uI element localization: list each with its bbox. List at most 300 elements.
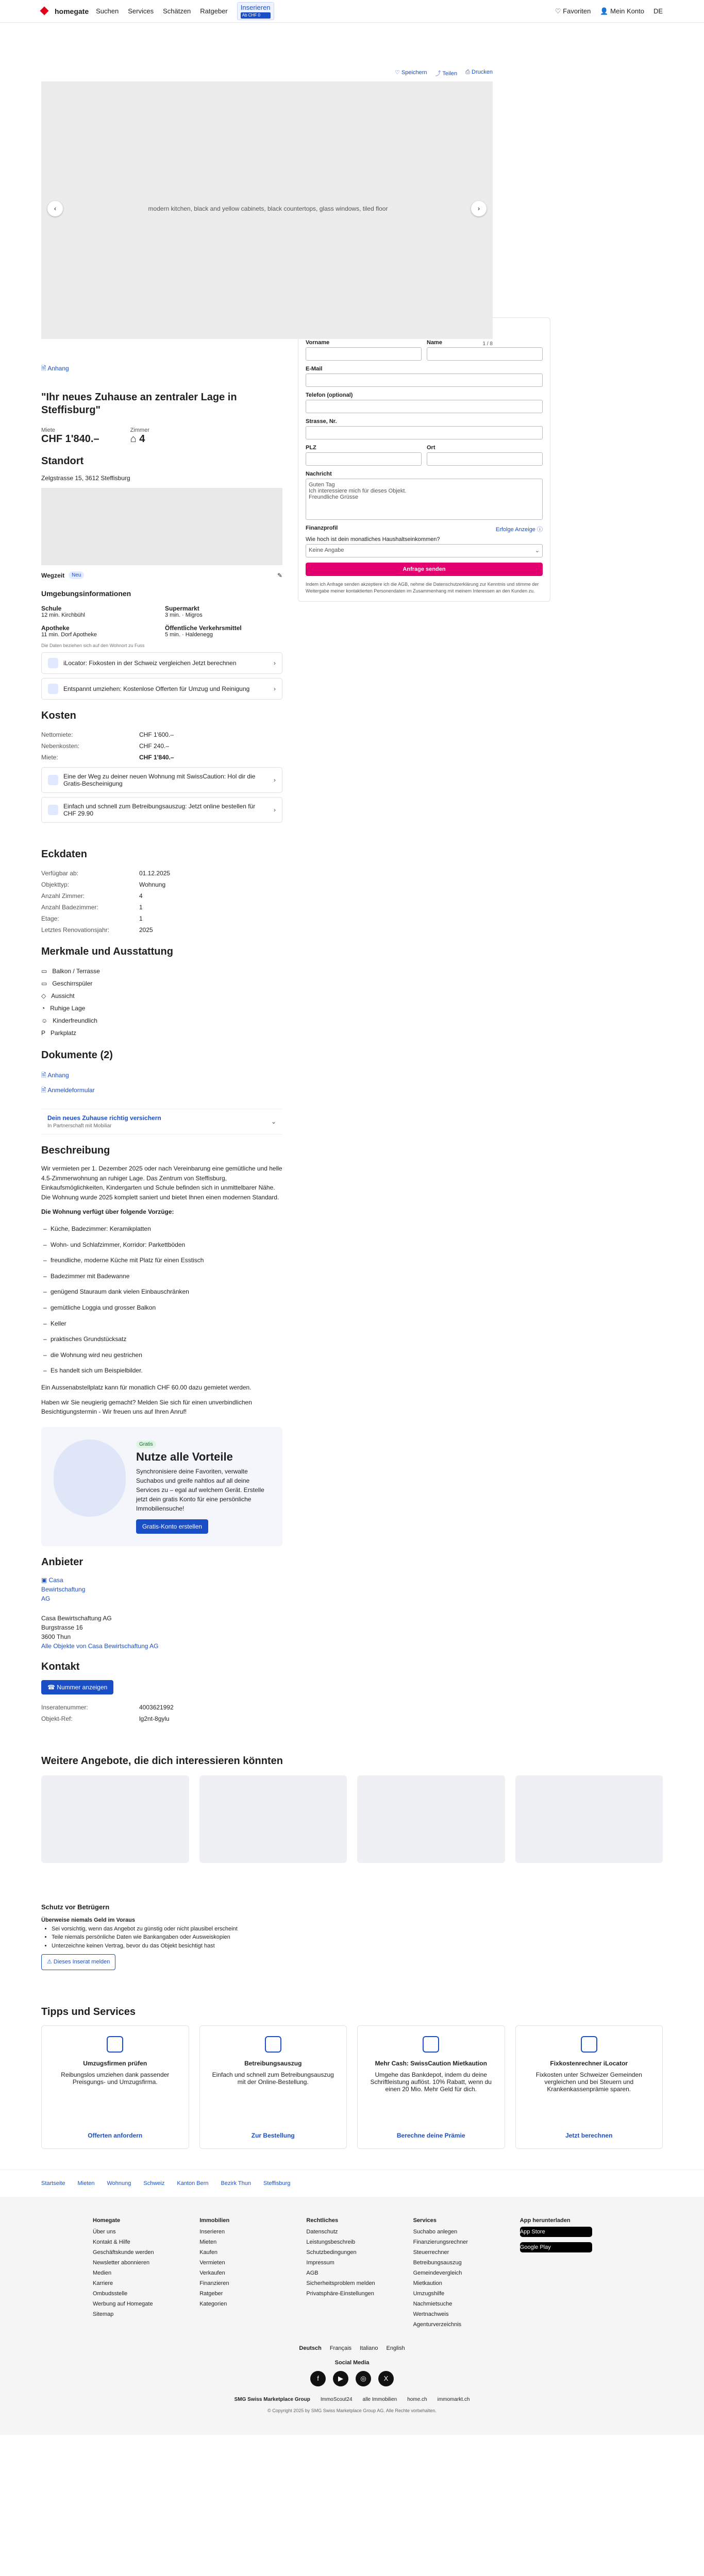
fact-row <box>41 913 282 924</box>
fact-key: Letztes Renovationsjahr: <box>41 926 110 934</box>
footer-link[interactable]: AGB <box>306 2269 319 2276</box>
prev-arrow-icon[interactable]: ‹ <box>47 201 63 216</box>
rent-label: Miete <box>41 427 55 433</box>
footer-link[interactable]: Kategorien <box>199 2300 227 2307</box>
map[interactable] <box>41 488 282 565</box>
feature-label: Ruhige Lage <box>50 1005 86 1012</box>
footer-link[interactable]: Inserieren <box>199 2228 225 2235</box>
fact-key: Anzahl Zimmer: <box>41 892 85 900</box>
footer-link[interactable]: Umzugshilfe <box>413 2290 445 2297</box>
footer-link[interactable]: Kontakt & Hilfe <box>93 2239 130 2245</box>
address: Zelgstrasse 15, 3612 Steffisburg <box>41 474 130 482</box>
street-field[interactable] <box>306 426 543 439</box>
offer-card-skeleton[interactable] <box>199 1775 347 1863</box>
nav-suchen[interactable]: Suchen <box>96 7 119 15</box>
attachment-label: Anhang <box>47 365 69 372</box>
dishwasher-icon: ▭ <box>41 980 47 987</box>
feature-item <box>41 1014 282 1027</box>
breadcrumb-item[interactable]: Startseite <box>41 2180 65 2187</box>
save-label: Speichern <box>401 70 427 76</box>
fraud-item: • Teile niemals persönliche Daten wie Bankangaben oder Ausweiskopien <box>52 1933 247 1942</box>
provider-name: Casa Bewirtschaftung AG <box>41 1614 112 1622</box>
nav-services[interactable]: Services <box>128 7 154 15</box>
travel-time[interactable] <box>41 571 282 579</box>
feature-label: Kinderfreundlich <box>53 1017 97 1024</box>
footer-link[interactable]: Karriere <box>93 2280 113 2286</box>
features-list <box>41 965 282 1039</box>
doc-label: Anmeldeformular <box>47 1087 95 1094</box>
email-field[interactable] <box>306 374 543 387</box>
description-heading: Beschreibung <box>41 1145 110 1156</box>
new-tag: Neu <box>69 571 84 579</box>
tip-card[interactable] <box>357 2025 505 2149</box>
insurance-sub: In Partnerschaft mit Mobiliar <box>47 1123 112 1129</box>
promo-betreibung-text: Einfach und schnell zum Betreibungsauszug: Jetzt online bestellen für CHF 29.90 <box>63 803 256 817</box>
image-counter: 1 / 8 <box>482 341 493 347</box>
provider-heading: Anbieter <box>41 1556 83 1568</box>
tip-text: Reibungslos umziehen dank passender Preisgungs- und Umzugsfirma. <box>61 2071 170 2086</box>
image-gallery[interactable] <box>41 81 493 339</box>
footer-link[interactable]: Ratgeber <box>199 2290 223 2297</box>
advantages-card <box>41 1427 282 1546</box>
doc-label: Anhang <box>47 1072 69 1079</box>
tip-card[interactable] <box>199 2025 347 2149</box>
lang-de[interactable]: Deutsch <box>299 2345 322 2351</box>
balcony-icon: ▭ <box>41 968 47 975</box>
env-pharmacy <box>41 624 159 638</box>
footer-link[interactable]: Impressum <box>306 2259 334 2266</box>
app-store-badge[interactable]: Google Play <box>520 2242 592 2252</box>
top-bar <box>0 0 704 23</box>
provider-all-link[interactable]: Alle Objekte von Casa Bewirtschaftung AG <box>41 1642 159 1650</box>
travel-label: Wegzeit <box>41 571 65 579</box>
offers-row <box>41 1775 663 1863</box>
provider-street: Burgstrasse 16 <box>41 1623 83 1631</box>
feature-label: Geschirrspüler <box>52 980 93 987</box>
message-label: Nachricht <box>306 471 332 477</box>
promo-umzug[interactable] <box>41 678 282 700</box>
advantages-body <box>136 1439 270 1534</box>
gallery-area <box>41 23 493 349</box>
description-item: – genügend Stauraum dank vielen Einbauschränken <box>41 1284 282 1300</box>
breadcrumb-item[interactable]: Bezirk Thun <box>221 2180 252 2187</box>
view-icon: ◇ <box>41 992 46 999</box>
promo-ilocator-text: iLocator: Fixkosten in der Schweiz vergleichen Jetzt berechnen <box>63 659 237 667</box>
footer-column <box>413 2217 505 2330</box>
tip-text: Fixkosten unter Schweizer Gemeinden vergleichen und bei Steuern und Krankenkassenprämie sparen. <box>535 2071 642 2093</box>
finance-label: Finanzprofil <box>306 525 338 531</box>
footer-brand-link[interactable]: alle Immobilien <box>362 2396 397 2402</box>
finance-link[interactable]: Erfolge Anzeige ⓘ <box>495 527 543 533</box>
contact-key: Inseratenummer: <box>41 1703 88 1711</box>
fact-row <box>41 924 282 936</box>
tip-title: Fixkostenrechner iLocator <box>550 2059 628 2067</box>
footer-link[interactable]: Privatsphäre-Einstellungen <box>306 2290 374 2297</box>
show-number-button[interactable]: ☎ Nummer anzeigen <box>41 1680 113 1694</box>
fraud-item: • Unterzeichne keinen Vertrag, bevor du das Objekt besichtigt hast <box>52 1942 247 1951</box>
provider-logo: ▣ Casa Bewirtschaftung AG <box>41 1576 86 1602</box>
chevron-right-icon: › <box>274 806 276 814</box>
app-store-badge[interactable]: App Store <box>520 2227 592 2237</box>
docs-heading: Dokumente (2) <box>41 1049 113 1061</box>
income-select[interactable] <box>306 544 543 557</box>
main <box>0 23 704 1724</box>
caution-icon <box>48 775 58 785</box>
last-name-field[interactable] <box>427 347 543 361</box>
free-tag: Gratis <box>136 1440 156 1448</box>
description-item: – Wohn- und Schlafzimmer, Korridor: Parkettböden <box>41 1237 282 1253</box>
print-button[interactable]: ⎙ Drucken <box>465 69 493 75</box>
logo-icon <box>41 7 52 16</box>
document-check-icon <box>265 2036 281 2053</box>
social-heading: Social Media <box>334 2359 370 2366</box>
description-list <box>41 1221 282 1379</box>
create-account-button[interactable]: Gratis-Konto erstellen <box>136 1519 208 1534</box>
message-field[interactable]: Guten Tag Ich interessiere mich für dieses Objekt. Freundliche Grüsse <box>306 479 543 520</box>
fact-value: 01.12.2025 <box>139 870 171 877</box>
breadcrumb-item[interactable]: Kanton Bern <box>177 2180 209 2187</box>
description-item: – freundliche, moderne Küche mit Platz für einen Esstisch <box>41 1252 282 1268</box>
advantages-heading: Nutze alle Vorteile <box>136 1450 233 1463</box>
footer-link[interactable]: Datenschutz <box>306 2228 338 2235</box>
footer-link[interactable]: Werbung auf Homegate <box>93 2300 153 2307</box>
street-label: Strasse, Nr. <box>306 418 337 425</box>
footer-link[interactable]: Wertnachweis <box>413 2311 449 2317</box>
city-grid <box>306 445 543 471</box>
chevron-right-icon: › <box>274 685 276 692</box>
footer-link[interactable]: Schutzbedingungen <box>306 2249 357 2256</box>
insurance-panel[interactable] <box>41 1109 282 1134</box>
attachment-link[interactable]: 🖹 Anhang <box>41 365 69 372</box>
tip-card[interactable] <box>515 2025 663 2149</box>
parking-icon: P <box>41 1029 46 1037</box>
rooms-value: ⌂ 4 <box>130 433 145 445</box>
cost-value: CHF 240.– <box>139 742 170 750</box>
tip-card[interactable] <box>41 2025 189 2149</box>
zip-field[interactable] <box>306 452 422 466</box>
cost-key: Nebenkosten: <box>41 742 80 750</box>
document-icon <box>48 805 58 815</box>
env-pharmacy-value: 11 min. Dorf Apotheke <box>41 632 97 638</box>
top-right <box>555 7 663 15</box>
print-label: Drucken <box>472 69 493 75</box>
footer-link[interactable]: Leistungsbeschreib <box>306 2239 356 2245</box>
fact-value: 4 <box>139 892 143 900</box>
env-school-title: Schule <box>41 605 62 612</box>
footer-brand-link[interactable]: home.ch <box>407 2396 427 2402</box>
footer-link[interactable]: Finanzieren <box>199 2280 229 2286</box>
ilocator-icon <box>48 658 58 668</box>
fact-value: 2025 <box>139 926 153 934</box>
footer-link[interactable]: Newsletter abonnieren <box>93 2259 150 2266</box>
chevron-right-icon: › <box>274 659 276 667</box>
logo-text: homegate <box>55 7 89 15</box>
description-intro: Wir vermieten per 1. Dezember 2025 oder nach Vereinbarung eine gemütliche und helle 4.5-Zimmerwohnung an ruhiger Lage. Das Zentrum von Steffisburg, Einkaufsmöglichkeiten, Kindergarten und Schule befinden sich in unmittelbarer Nähe. Die Wohnung wurde 2025 komplett saniert und bietet Ihnen einen modernen Standard. <box>41 1165 282 1201</box>
fact-value: 1 <box>139 915 143 922</box>
promo-ilocator[interactable] <box>41 652 282 674</box>
language-select[interactable]: DE <box>653 7 663 15</box>
description-item: – Keller <box>41 1316 282 1332</box>
cost-value: CHF 1'600.– <box>139 731 174 738</box>
map-icon <box>581 2036 597 2053</box>
footer-columns <box>93 2217 611 2330</box>
fraud-heading: Schutz vor Betrügern <box>41 1903 110 1911</box>
tip-title: Betreibungsauszug <box>244 2059 302 2067</box>
feature-item <box>41 1002 282 1014</box>
rent-block <box>41 427 99 445</box>
fact-row <box>41 902 282 913</box>
description-item: – Badezimmer mit Badewanne <box>41 1268 282 1284</box>
offer-card-skeleton[interactable] <box>357 1775 505 1863</box>
contact-form <box>298 317 550 602</box>
doc-link-anhang[interactable]: 🖹 Anhang <box>41 1072 69 1079</box>
tip-link[interactable]: Berechne deine Prämie <box>396 2131 465 2139</box>
cost-key: Miete: <box>41 754 58 761</box>
env-transport-value: 5 min. · Haldenegg <box>165 632 213 638</box>
breadcrumb-item[interactable]: Wohnung <box>107 2180 131 2187</box>
footer-link[interactable]: Medien <box>93 2269 112 2276</box>
fact-value: Wohnung <box>139 881 166 888</box>
income-value: Keine Angabe <box>309 547 344 553</box>
cash-icon <box>423 2036 439 2053</box>
promo-swisscaution[interactable] <box>41 767 282 793</box>
description-parking: Ein Aussenabstellplatz kann für monatlich CHF 60.00 dazu gemietet werden. <box>41 1383 252 1391</box>
rooms-number: 4 <box>139 433 145 445</box>
description-item: – Es handelt sich um Beispielbilder. <box>41 1363 282 1379</box>
description-item: – Küche, Badezimmer: Keramikplatten <box>41 1221 282 1237</box>
fact-key: Anzahl Badezimmer: <box>41 904 98 911</box>
footer-link[interactable]: Gemeindevergleich <box>413 2269 462 2276</box>
breadcrumb <box>0 2170 704 2197</box>
first-name-label: Vorname <box>306 340 330 346</box>
env-note: Die Daten beziehen sich auf den Wohnort zu Fuss <box>41 643 145 648</box>
copyright: © Copyright 2025 by SMG Swiss Marketplace Group AG. Alle Rechte vorbehalten. <box>267 2408 437 2413</box>
footer-link[interactable]: Suchabo anlegen <box>413 2228 458 2235</box>
fraud-list <box>52 1925 247 1951</box>
main-nav <box>96 2 274 20</box>
feature-item <box>41 977 282 990</box>
footer-link[interactable]: Nachmietsuche <box>413 2300 452 2307</box>
footer-link[interactable]: Über uns <box>93 2228 116 2235</box>
location-heading: Standort <box>41 455 84 467</box>
legal-text: Indem ich Anfrage senden akzeptiere ich die AGB, nehme die Datenschutzerklärung zur Kenntnis und stimme der Weitergabe meiner kontaktierten Personendaten im Zusammenhang mit meinem Interessen an den Kunden zu. <box>306 582 539 594</box>
lang-fr[interactable]: Français <box>329 2345 352 2351</box>
footer-link[interactable]: Finanzierungsrechner <box>413 2239 468 2245</box>
fact-key: Etage: <box>41 915 59 922</box>
tip-text: Einfach und schnell zum Betreibungsauszug mit der Online-Bestellung. <box>212 2071 334 2086</box>
footer-column-heading: App herunterladen <box>519 2217 571 2224</box>
footer-brand-links <box>93 2397 611 2402</box>
footer-link[interactable]: Steuerrechner <box>413 2249 449 2256</box>
description <box>41 1164 282 1417</box>
footer-link[interactable]: Agenturverzeichnis <box>413 2321 462 2328</box>
facebook-icon[interactable]: f <box>310 2371 326 2386</box>
provider-block <box>41 1575 282 1651</box>
footer-column <box>306 2217 397 2330</box>
edit-icon[interactable]: ✎ <box>277 571 282 579</box>
footer-link[interactable]: Mietkaution <box>413 2280 442 2286</box>
fact-key: Verfügbar ab: <box>41 870 79 877</box>
description-outro: Haben wir Sie neugierig gemacht? Melden Sie sich für einen unverbindlichen Besichtigungstermin - Wir freuen uns auf Ihren Anruf! <box>41 1398 252 1416</box>
costs-heading: Kosten <box>41 710 76 721</box>
more-offers-heading: Weitere Angebote, die dich interessieren könnten <box>41 1755 283 1767</box>
env-supermarket-title: Supermarkt <box>165 605 199 612</box>
fraud-lead: Überweise niemals Geld im Voraus <box>41 1917 135 1924</box>
gallery-actions <box>41 23 493 81</box>
env-pharmacy-title: Apotheke <box>41 624 70 632</box>
feature-item <box>41 1027 282 1039</box>
footer-brand-link[interactable]: ImmoScout24 <box>320 2396 353 2402</box>
finance-link-label: Erfolge Anzeige <box>495 527 535 533</box>
contact-heading: Kontakt <box>41 1660 80 1672</box>
fact-row <box>41 879 282 890</box>
promo-betreibung[interactable] <box>41 797 282 823</box>
zip-group <box>306 445 422 471</box>
feature-item <box>41 965 282 977</box>
city-group <box>427 445 543 471</box>
rooms-label: Zimmer <box>130 427 149 433</box>
env-school-value: 12 min. Kirchbühl <box>41 612 85 618</box>
footer-link[interactable]: Kaufen <box>199 2249 218 2256</box>
tip-text: Umgehe das Bankdepot, indem du deine Schriftleistung auflöst. 10% Rabatt, wenn du einen 20 Mio. Mehr Geld für dich. <box>370 2071 492 2093</box>
breadcrumb-item[interactable]: Mieten <box>77 2180 95 2187</box>
city-label: Ort <box>427 445 435 451</box>
last-name-label: Name <box>427 340 442 346</box>
lang-it[interactable]: Italiano <box>360 2345 378 2351</box>
footer-link[interactable]: Vermieten <box>199 2259 225 2266</box>
tips-row <box>41 2025 663 2149</box>
description-lead: Die Wohnung verfügt über folgende Vorzüge: <box>41 1208 174 1216</box>
share-button[interactable]: ⤴ Teilen <box>435 71 458 77</box>
env-grid <box>41 605 282 638</box>
description-item: – gemütliche Loggia und grosser Balkon <box>41 1300 282 1316</box>
footer-link[interactable]: Sitemap <box>93 2311 114 2317</box>
income-label: Wie hoch ist dein monatliches Haushaltseinkommen? <box>306 536 440 543</box>
chevron-down-icon: ⌄ <box>534 548 540 554</box>
cost-key: Nettomiete: <box>41 731 73 738</box>
contact-row <box>41 1702 282 1713</box>
fraud-item: • Sei vorsichtig, wenn das Angebot zu günstig oder nicht plausibel erscheint <box>52 1925 247 1934</box>
nav-schaetzen[interactable]: Schätzen <box>163 7 191 15</box>
x-icon[interactable]: X <box>378 2371 394 2386</box>
nav-inserieren[interactable] <box>237 2 274 20</box>
more-offers <box>0 1724 704 1863</box>
fact-row <box>41 868 282 879</box>
contact-value: lg2nt-8gylu <box>139 1715 170 1722</box>
send-request-button[interactable]: Anfrage senden <box>306 563 543 576</box>
key-values <box>41 427 282 445</box>
features-heading: Merkmale und Ausstattung <box>41 946 173 957</box>
footer-column-heading: Rechtliches <box>306 2217 339 2224</box>
env-supermarket-value: 3 min. · Migros <box>165 612 203 618</box>
breadcrumb-item[interactable]: Schweiz <box>143 2180 165 2187</box>
account-label: Mein Konto <box>610 7 644 15</box>
footer-column <box>93 2217 184 2330</box>
show-number-label: Nummer anzeigen <box>57 1683 108 1691</box>
lang-en[interactable]: English <box>386 2345 405 2351</box>
offer-card-skeleton[interactable] <box>515 1775 663 1863</box>
share-label: Teilen <box>442 71 458 77</box>
finance-row <box>306 525 543 533</box>
inserieren-badge: Ab CHF 0 <box>241 12 271 19</box>
env-transport-title: Öffentliche Verkehrsmittel <box>165 624 242 632</box>
gallery-image-alt: modern kitchen, black and yellow cabinets, black countertops, glass windows, tiled floor <box>148 205 388 212</box>
cost-row <box>41 740 282 752</box>
offer-card-skeleton[interactable] <box>41 1775 189 1863</box>
homegate-logo[interactable] <box>41 7 89 16</box>
report-listing-button[interactable]: ⚠ Dieses Inserat melden <box>41 1954 115 1970</box>
doc-link-form[interactable]: 🖹 Anmeldeformular <box>41 1087 95 1094</box>
footer-column <box>199 2217 291 2330</box>
zip-label: PLZ <box>306 445 316 451</box>
env-transport <box>165 624 282 638</box>
chevron-right-icon: › <box>274 776 276 784</box>
promo-swisscaution-text: Eine der Weg zu deiner neuen Wohnung mit SwissCaution: Hol dir die Gratis-Bescheinigung <box>63 773 256 787</box>
footer-link[interactable]: Verkaufen <box>199 2269 225 2276</box>
feature-label: Aussicht <box>51 992 75 999</box>
fact-row <box>41 890 282 902</box>
footer-link[interactable]: Mieten <box>199 2239 217 2245</box>
quiet-icon: ◔ <box>41 1005 45 1012</box>
footer-brand-link[interactable]: immomarkt.ch <box>437 2396 470 2402</box>
fraud-section <box>0 1871 289 1970</box>
moving-icon <box>48 684 58 694</box>
phone-field[interactable] <box>306 400 543 413</box>
contact-key: Objekt-Ref: <box>41 1715 73 1722</box>
youtube-icon[interactable]: ▶ <box>333 2371 348 2386</box>
footer <box>0 2197 704 2435</box>
next-arrow-icon[interactable]: › <box>471 201 487 216</box>
contact-row <box>41 1713 282 1724</box>
footer-link[interactable]: Betreibungsauszug <box>413 2259 462 2266</box>
chevron-down-icon: ⌄ <box>271 1118 276 1125</box>
footer-column-heading: Immobilien <box>199 2217 230 2224</box>
contact-table <box>41 1702 282 1724</box>
provider-city: 3600 Thun <box>41 1633 71 1640</box>
account-link[interactable]: 👤 Mein Konto <box>600 7 644 15</box>
cost-row <box>41 752 282 763</box>
footer-link[interactable]: Sicherheitsproblem melden <box>306 2280 375 2286</box>
footer-link[interactable]: Ombudsstelle <box>93 2290 128 2297</box>
breadcrumb-item[interactable]: Steffisburg <box>263 2180 291 2187</box>
instagram-icon[interactable]: ◎ <box>356 2371 371 2386</box>
first-name-field[interactable] <box>306 347 422 361</box>
footer-column-heading: Services <box>413 2217 437 2224</box>
save-button[interactable]: ♡ Speichern <box>395 70 427 76</box>
description-item: – die Wohnung wird neu gestrichen <box>41 1347 282 1363</box>
feature-item <box>41 990 282 1002</box>
promo-umzug-text: Entspannt umziehen: Kostenlose Offerten für Umzug und Reinigung <box>63 685 250 692</box>
nav-ratgeber[interactable]: Ratgeber <box>200 7 228 15</box>
footer-column <box>520 2217 611 2330</box>
rooms-block <box>130 427 149 445</box>
email-label: E-Mail <box>306 366 323 372</box>
cost-value: CHF 1'840.– <box>139 754 174 761</box>
favoriten-link[interactable]: ♡ Favoriten <box>555 7 591 15</box>
env-heading: Umgebungsinformationen <box>41 589 131 598</box>
costs-table <box>41 729 282 763</box>
city-field[interactable] <box>427 452 543 466</box>
phone-label: Telefon (optional) <box>306 392 353 398</box>
footer-link[interactable]: Geschäftskunde werden <box>93 2249 154 2256</box>
tip-link[interactable]: Jetzt berechnen <box>565 2131 613 2139</box>
footer-brand-link[interactable]: SMG Swiss Marketplace Group <box>234 2396 310 2402</box>
feature-label: Parkplatz <box>51 1029 77 1037</box>
tip-link[interactable]: Zur Bestellung <box>251 2131 295 2139</box>
tip-link[interactable]: Offerten anfordern <box>88 2131 143 2139</box>
language-switch <box>93 2345 611 2351</box>
moving-truck-icon <box>107 2036 123 2053</box>
